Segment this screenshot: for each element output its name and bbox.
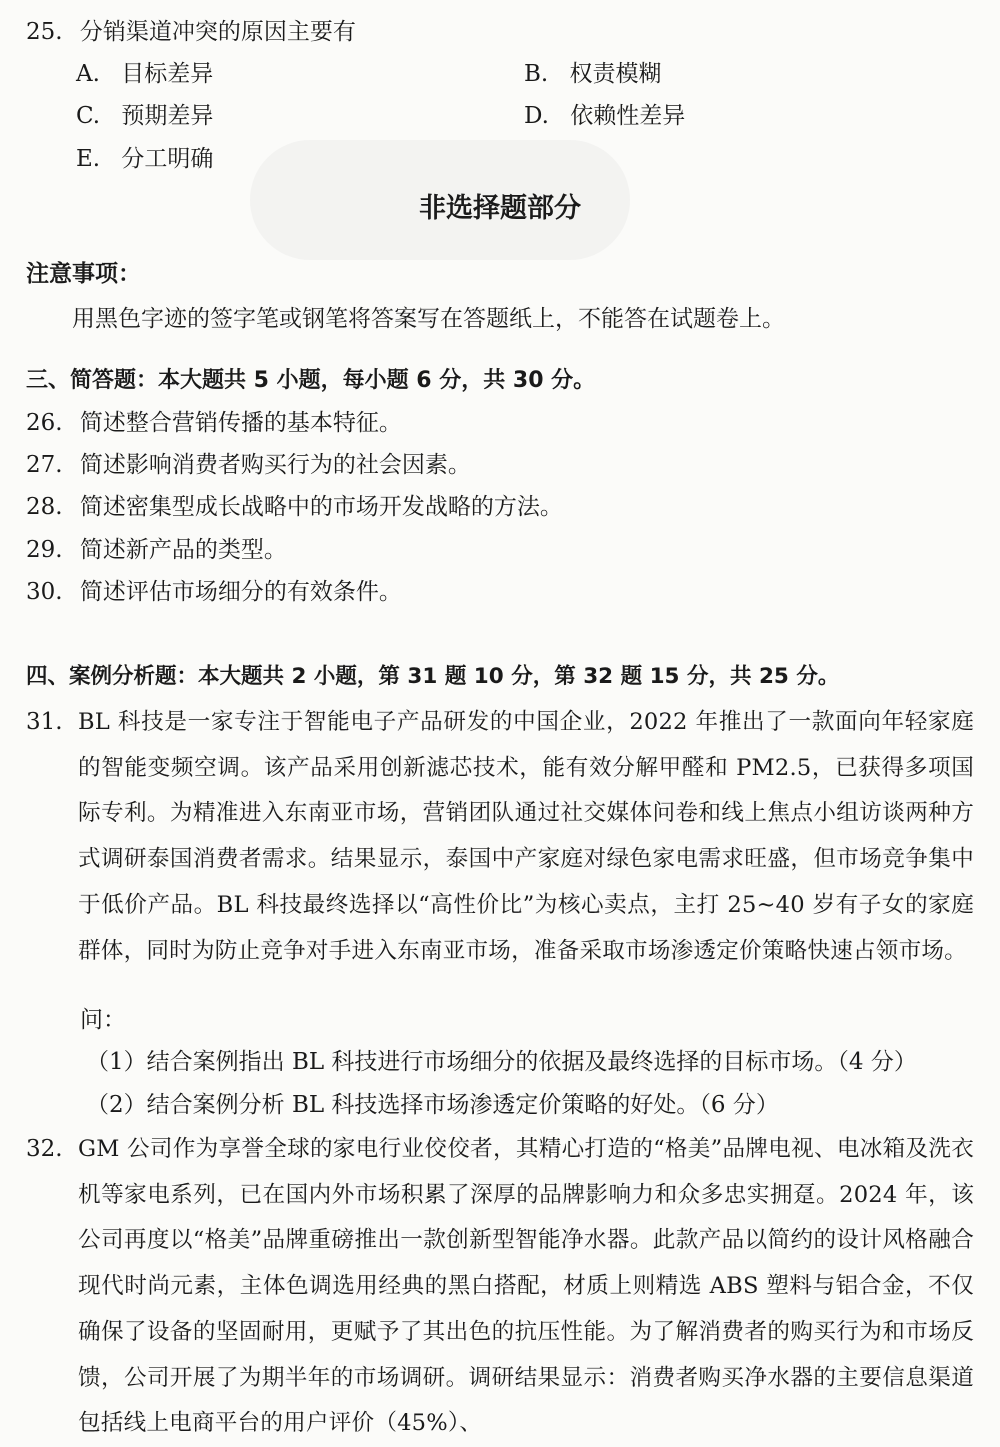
option-text: 目标差异 [121,61,214,87]
question-27 [26,450,471,480]
question-31-sub-1: （1）结合案例指出 BL 科技进行市场细分的依据及最终选择的目标市场。（4 分） [86,1049,917,1075]
option-label: E. [76,146,101,172]
option-c [76,101,213,131]
question-number: 29. [26,537,63,563]
question-number: 26. [26,410,63,436]
question-31-number: 31. [26,709,63,735]
question-25 [26,17,356,47]
option-d [524,101,685,131]
option-text: 依赖性差异 [570,103,686,129]
question-text: 简述整合营销传播的基本特征。 [79,410,402,436]
question-text: 简述新产品的类型。 [79,537,287,563]
question-30 [26,577,402,607]
question-31-sub-2: （2）结合案例分析 BL 科技选择市场渗透定价策略的好处。（6 分） [86,1092,779,1118]
notice-text: 用黑色字迹的签字笔或钢笔将答案写在答题纸上，不能答在试题卷上。 [72,306,785,332]
notice-title: 注意事项： [26,261,141,287]
question-26 [26,408,402,438]
option-a [76,59,213,89]
question-text: 简述影响消费者购买行为的社会因素。 [79,452,471,478]
part4-header: 四、案例分析题：本大题共 2 小题，第 31 题 10 分，第 32 题 15 分，共 25 分。 [26,664,840,689]
question-stem: 分销渠道冲突的原因主要有 [79,19,356,45]
option-label: A. [76,61,100,87]
option-label: D. [524,103,549,129]
question-28 [26,492,563,522]
question-31-text: BL 科技是一家专注于智能电子产品研发的中国企业，2022 年推出了一款面向年轻家庭的智能变频空调。该产品采用创新滤芯技术，能有效分解甲醛和 PM2.5，已获得多项国际专利。为精准进入东南亚市场，营销团队通过社交媒体问卷和线上焦点小组访谈两种方式调研泰国消费者需求。结果显示，泰国中产家庭对绿色家电需求旺盛，但市场竞争集中于低价产品。BL 科技最终选择以“高性价比”为核心卖点，主打 25~40 岁有子女的家庭群体，同时为防止竞争对手进入东南亚市场，准备采取市场渗透定价策略快速占领市场。 [78,709,974,964]
option-label: B. [524,61,549,87]
option-e [76,144,213,174]
question-text: 简述评估市场细分的有效条件。 [79,579,402,605]
question-29 [26,535,287,565]
part3-header: 三、简答题：本大题共 5 小题，每小题 6 分，共 30 分。 [26,368,596,393]
option-text: 预期差异 [121,103,214,129]
question-32-text: GM 公司作为享誉全球的家电行业佼佼者，其精心打造的“格美”品牌电视、电冰箱及洗衣机等家电系列，已在国内外市场积累了深厚的品牌影响力和众多忠实拥趸。2024 年，该公司再度以“格美”品牌重磅推出一款创新型智能净水器。此款产品以简约的设计风格融合现代时尚元素，主体色调选用经典的黑白搭配，材质上则精选 ABS 塑料与铝合金，不仅确保了设备的坚固耐用，更赋予了其出色的抗压性能。为了解消费者的购买行为和市场反馈，公司开展了为期半年的市场调研。调研结果显示：消费者购买净水器的主要信息渠道包括线上电商平台的用户评价（45%）、 [78,1136,974,1437]
question-32-number: 32. [26,1136,63,1162]
option-text: 权责模糊 [569,61,662,87]
option-text: 分工明确 [121,146,214,172]
question-number: 27. [26,452,63,478]
question-number: 25. [26,19,63,45]
question-text: 简述密集型成长战略中的市场开发战略的方法。 [79,494,563,520]
question-number: 30. [26,579,63,605]
option-label: C. [76,103,101,129]
option-b [524,59,662,89]
question-number: 28. [26,494,63,520]
question-31-ask: 问： [80,1007,126,1033]
section-title: 非选择题部分 [419,193,581,224]
